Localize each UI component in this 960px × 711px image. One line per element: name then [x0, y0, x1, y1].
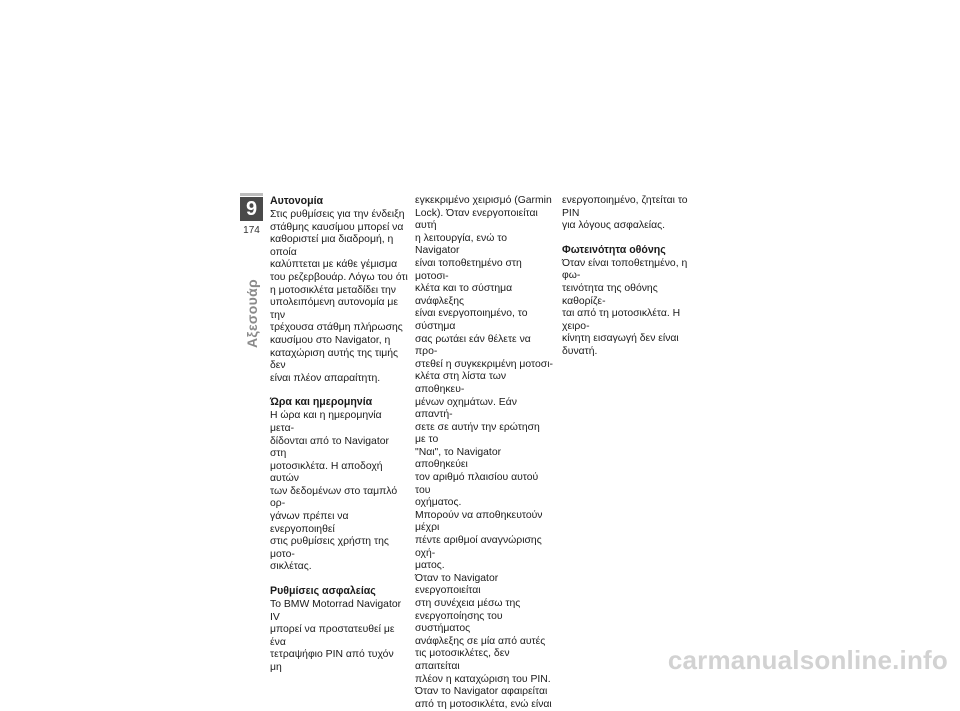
section-text-brightness: Όταν είναι τοποθετημένο, η φω- τεινότητα της οθόνης καθορίζε- ται από τη μοτοσικλέτα. Η χειρο- κίνητη εισαγωγή δεν είναι δυνατή. — [562, 257, 688, 357]
section-heading-brightness: Φωτεινότητα οθόνης — [562, 243, 666, 256]
section-heading-security: Ρυθμίσεις ασφαλείας — [270, 585, 376, 598]
text-column-2 — [415, 195, 553, 711]
section-text-time-date: Η ώρα και η ημερομηνία μετα- δίδονται από το Navigator στη μοτοσικλέτα. Η αποδοχή αυτών των δεδομένων στο ταμπλό ορ- γάνων πρέπει να ενεργοποιηθεί στις ρυθμίσεις χρήστη της μοτο- σικλέτας. — [270, 410, 398, 573]
section-heading-range: Αυτονομία — [270, 195, 324, 207]
section-text-security: Το BMW Motorrad Navigator IV μπορεί να προστατευθεί με ένα τετραψήφιο PIN από τυχόν μη — [270, 599, 402, 673]
section-text-security-end: ενεργοποιημένο, ζητείται το PIN για λόγους ασφαλείας. — [562, 195, 688, 232]
section-heading-time-date: Ώρα και ημερομηνία — [270, 396, 373, 409]
watermark: carmanualsonline.info — [667, 645, 948, 675]
chapter-title: Αξεσουάρ — [244, 279, 260, 348]
section-text-range: Στις ρυθμίσεις για την ένδειξη στάθμης καυσίμου μπορεί να καθοριστεί μια διαδρομή, η οποία καλύπτεται με κάθε γέμισμα του ρεζερβουάρ. Λόγω του ότι η μοτοσικλέτα μεταδίδει την υπολειπόμενη αυτονομία με την τρέχουσα στάθμη πλήρωσης καυσίμου στο Navigator, η καταχώριση αυτής της τιμής δεν είναι πλέον απαραίτητη. — [270, 209, 408, 384]
text-column-1 — [270, 195, 408, 675]
text-column-3 — [562, 195, 700, 359]
page-number: 174 — [243, 225, 260, 236]
section-text-security-continued: εγκεκριμένο χειρισμό (Garmin Lock). Όταν ενεργοποιείται αυτή η λειτουργία, ενώ το Navigator είναι τοποθετημένο στη μοτοσι- κλέτα και το σύστημα ανάφλεξης είναι ενεργοποιημένο, το σύστημα σας ρωτάει εάν θέλετε να προ- στεθεί η συγκεκριμένη μοτοσι- κλέτα στη λίστα των αποθηκευ- μένων οχημάτων. Εάν απαντή- σετε σε αυτήν την ερώτηση με το "Ναι", το Navigator αποθηκεύει τον αριθμό πλαισίου αυτού του οχήματος. Μπορούν να αποθηκευτούν μέχρι πέντε αριθμοί αναγνώρισης οχή- ματος. Όταν το Navigator ενεργοποιείται στη συνέχεια μέσω της ενεργοποίησης του συστήματος ανάφλεξης σε μία από αυτές τις μοτοσικλέτες, δεν απαιτείται πλέον η καταχώριση του PIN. Όταν το Navigator αφαιρείται από τη μοτοσικλέτα, ενώ είναι — [415, 195, 553, 710]
chapter-number-badge: 9 — [240, 197, 263, 221]
